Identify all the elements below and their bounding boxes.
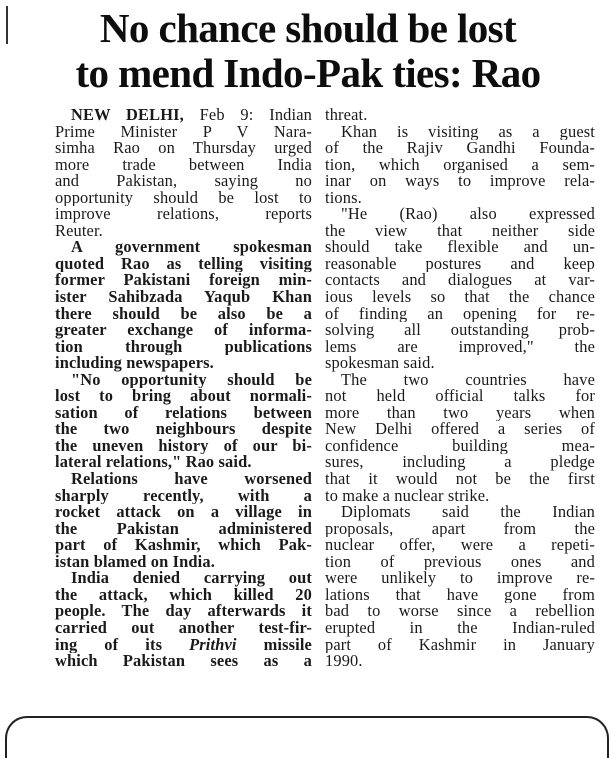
article-line: Reuter. bbox=[55, 222, 103, 240]
article-line: including newspapers. bbox=[55, 355, 214, 372]
article-line: "He (Rao) also expressed bbox=[341, 206, 595, 223]
article-line: ister Sahibzada Yaqub Khan bbox=[55, 289, 312, 306]
article-line: istan blamed on India. bbox=[55, 553, 215, 571]
article-line: the view that neither side bbox=[325, 222, 595, 240]
article-line: of the Rajiv Gandhi Founda- bbox=[325, 140, 595, 157]
headline bbox=[18, 6, 598, 96]
article-line: lost to bring about normali- bbox=[55, 388, 312, 405]
article-line: carried out another test-fir- bbox=[55, 619, 312, 637]
article-line: Prime Minister P V Nara- bbox=[55, 123, 312, 141]
article-line: there should be also be a bbox=[55, 305, 312, 323]
article-line: simha Rao on Thursday urged bbox=[55, 140, 312, 157]
article-line: were unlikely to improve re- bbox=[325, 570, 595, 587]
article-column-right bbox=[325, 107, 595, 670]
next-article-border bbox=[5, 716, 609, 758]
article-line: ing of its Prithvi missile bbox=[55, 636, 312, 654]
article-line: should take flexible and un- bbox=[325, 239, 595, 256]
article-line: not held official talks for bbox=[325, 388, 595, 405]
article-line: New Delhi offered a series of bbox=[325, 421, 595, 438]
article-line: tions. bbox=[325, 189, 362, 207]
article-line: sharply recently, with a bbox=[55, 487, 312, 505]
article-line: A government spokesman bbox=[71, 239, 312, 256]
article-line: inar on ways to improve rela- bbox=[325, 173, 595, 190]
article-line: rocket attack on a village in bbox=[55, 504, 312, 521]
article-line: ious levels so that the chance bbox=[325, 289, 595, 306]
missile-name: Prithvi bbox=[189, 636, 237, 654]
article-line: and Pakistan, saying no bbox=[55, 173, 312, 190]
article-line: more trade between India bbox=[55, 156, 312, 174]
article-line: spokesman said. bbox=[325, 355, 435, 372]
article-line: the uneven history of our bi- bbox=[55, 437, 312, 455]
dateline: NEW DELHI, bbox=[71, 107, 184, 124]
article-line: solving all outstanding prob- bbox=[325, 322, 595, 339]
article-line: "No opportunity should be bbox=[71, 371, 312, 389]
article-line: reasonable postures and keep bbox=[325, 255, 595, 273]
headline-line-2: to mend Indo-Pak ties: Rao bbox=[75, 50, 541, 96]
article-line: confidence building mea- bbox=[325, 437, 595, 455]
article-line: former Pakistani foreign min- bbox=[55, 272, 312, 290]
article-line: part of Kashmir in January bbox=[325, 636, 595, 654]
article-line: the Pakistan administered bbox=[55, 520, 312, 538]
article-line: of finding an opening for re- bbox=[325, 305, 595, 323]
article-line: India denied carrying out bbox=[71, 570, 312, 587]
article-line: improve relations, reports bbox=[55, 206, 312, 223]
article-column-left bbox=[55, 107, 312, 670]
article-line: 1990. bbox=[325, 653, 363, 670]
article-line: sures, including a pledge bbox=[325, 454, 595, 472]
article-line: the attack, which killed 20 bbox=[55, 586, 312, 604]
article-line: nuclear offer, were a repeti- bbox=[325, 537, 595, 554]
article-line: The two countries have bbox=[341, 371, 595, 389]
article-line: people. The day afterwards it bbox=[55, 603, 312, 620]
article-line: erupted in the Indian-ruled bbox=[325, 619, 595, 637]
article-line: NEW DELHI, Feb 9: Indian bbox=[71, 107, 312, 124]
article-line: bad to worse since a rebellion bbox=[325, 603, 595, 620]
article-line: threat. bbox=[325, 107, 368, 124]
article-line: which Pakistan sees as a bbox=[55, 653, 312, 670]
article-line: contacts and dialogues at var- bbox=[325, 272, 595, 290]
article-line: Khan is visiting as a guest bbox=[341, 123, 595, 141]
article-line: sation of relations between bbox=[55, 404, 312, 422]
article-line: Relations have worsened bbox=[71, 471, 312, 488]
article-line: part of Kashmir, which Pak- bbox=[55, 537, 312, 554]
column-rule bbox=[6, 6, 8, 44]
article-line: proposals, apart from the bbox=[325, 520, 595, 538]
article-line: tion through publications bbox=[55, 338, 312, 356]
article-line: to make a nuclear strike. bbox=[325, 487, 490, 505]
headline-line-1: No chance should be lost bbox=[99, 5, 517, 51]
article-line: Diplomats said the Indian bbox=[341, 504, 595, 521]
article-line: lations that have gone from bbox=[325, 586, 595, 604]
article-line: greater exchange of informa- bbox=[55, 322, 312, 339]
article-line: quoted Rao as telling visiting bbox=[55, 255, 312, 273]
article-line: opportunity should be lost to bbox=[55, 189, 312, 207]
article-line: lems are improved," the bbox=[325, 338, 595, 356]
article-line: that it would not be the first bbox=[325, 471, 595, 488]
article-line: the two neighbours despite bbox=[55, 421, 312, 438]
article-line: more than two years when bbox=[325, 404, 595, 422]
article-line: tion of previous ones and bbox=[325, 553, 595, 571]
article-line: tion, which organised a sem- bbox=[325, 156, 595, 174]
article-line: lateral relations," Rao said. bbox=[55, 454, 252, 472]
